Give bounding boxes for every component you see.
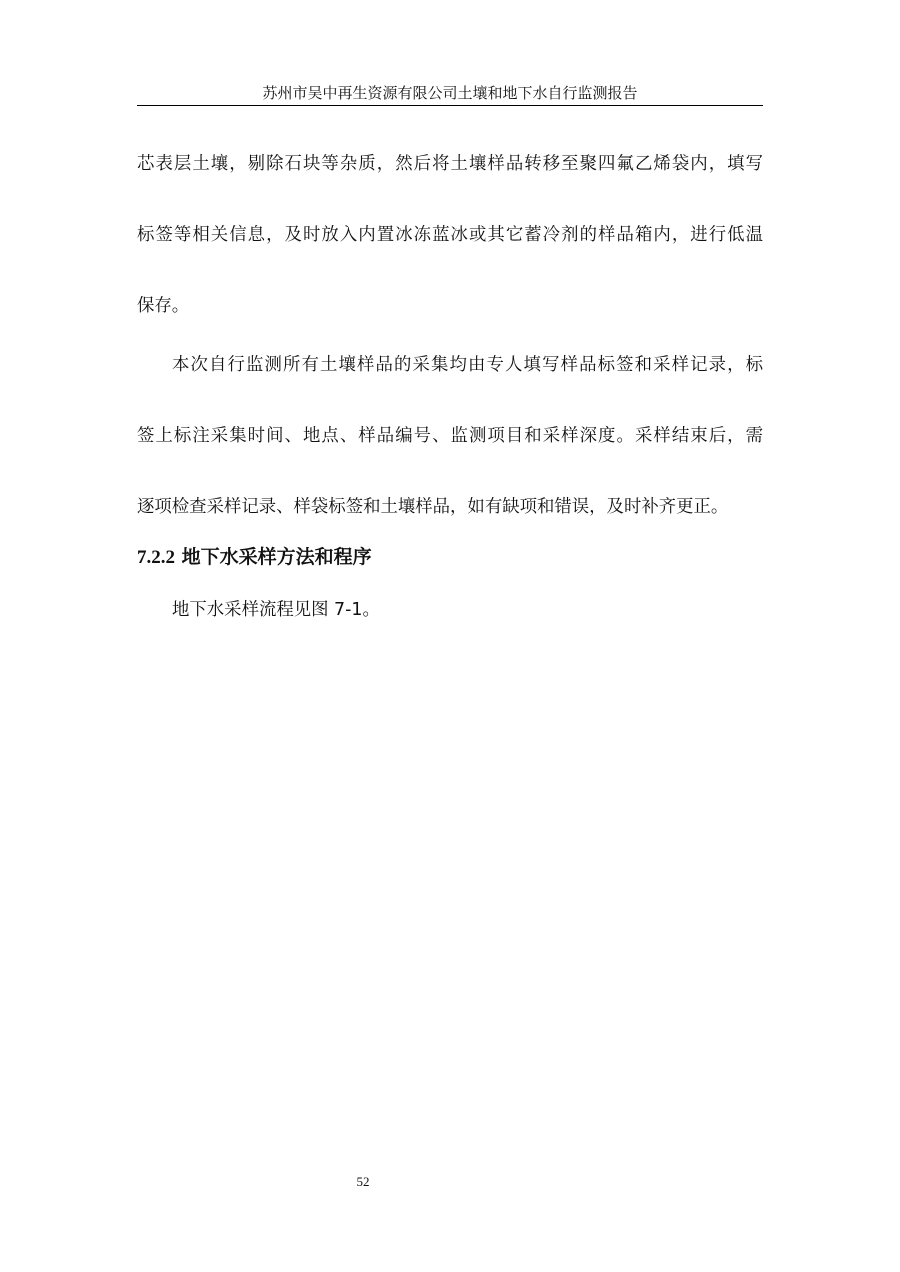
paragraph-2-line-3: 逐项检查采样记录、样袋标签和土壤样品，如有缺项和错误，及时补齐更正。 xyxy=(137,497,729,517)
section-title: 地下水采样方法和程序 xyxy=(181,546,372,568)
paragraph-1-line-3: 保存。 xyxy=(137,296,190,316)
paragraph-3: 地下水采样流程见图 7-1。 xyxy=(172,600,380,620)
paragraph-2-line-2: 签上标注采集时间、地点、样品编号、监测项目和采样深度。采样结束后，需 xyxy=(137,426,763,446)
paragraph-1-line-2: 标签等相关信息，及时放入内置冰冻蓝冰或其它蓄冷剂的样品箱内，进行低温 xyxy=(137,225,763,245)
paragraph-1-line-1: 芯表层土壤，剔除石块等杂质，然后将土壤样品转移至聚四氟乙烯袋内，填写 xyxy=(137,154,763,174)
running-header-title: 苏州市吴中再生资源有限公司土壤和地下水自行监测报告 xyxy=(262,84,638,102)
section-heading xyxy=(137,544,372,571)
header-divider xyxy=(137,105,763,106)
page-number: 52 xyxy=(356,1174,370,1189)
paragraph-2-line-1: 本次自行监测所有土壤样品的采集均由专人填写样品标签和采样记录，标 xyxy=(172,355,763,375)
section-number: 7.2.2 xyxy=(137,547,175,568)
